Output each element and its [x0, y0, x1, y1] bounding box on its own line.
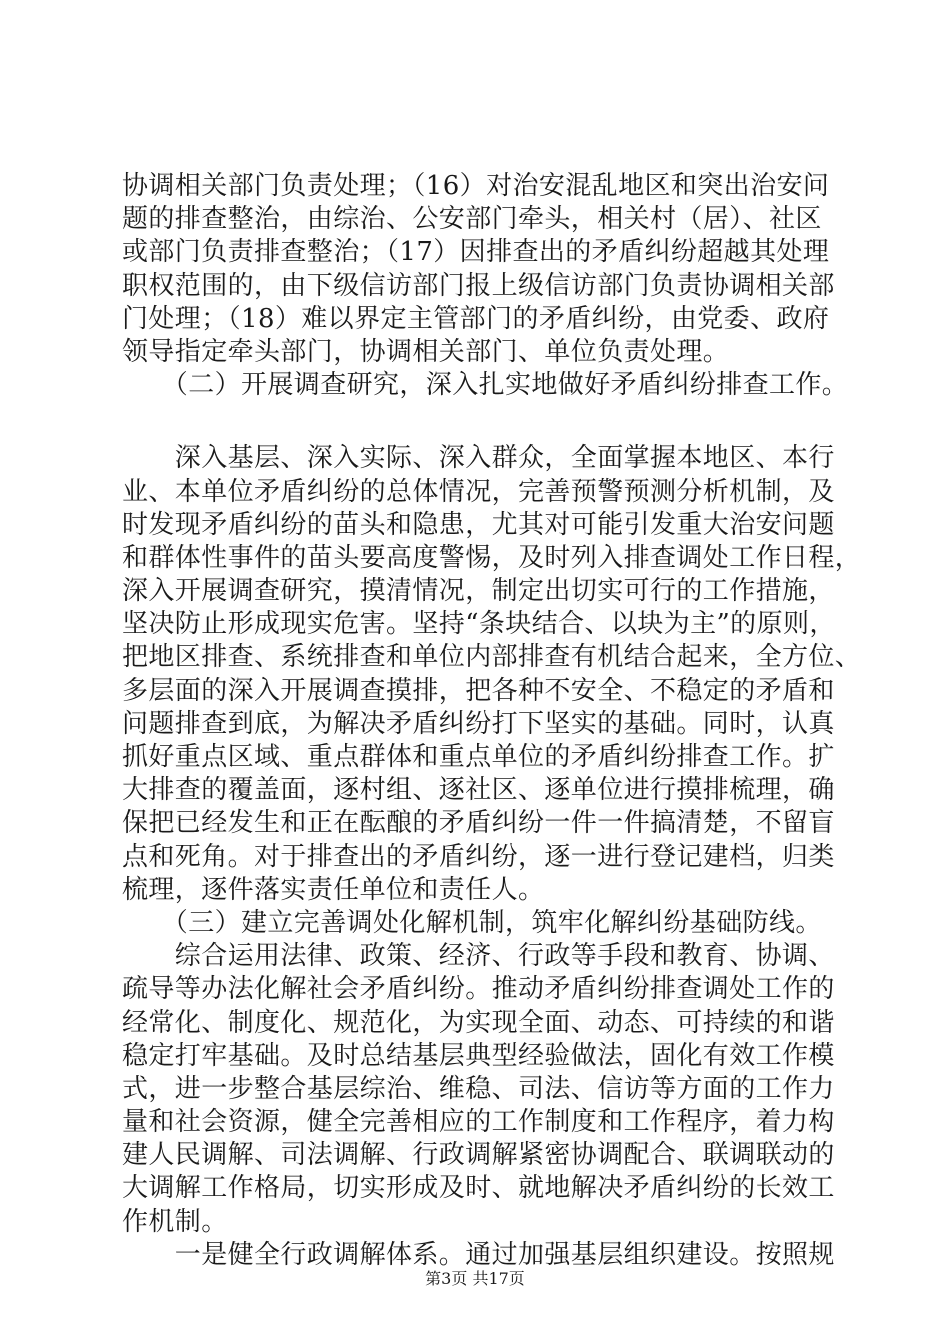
text-line: 抓好重点区域、重点群体和重点单位的矛盾纠纷排查工作。扩: [122, 742, 835, 772]
text-line: 稳定打牢基础。及时总结基层典型经验做法，固化有效工作模: [122, 1040, 835, 1071]
text-line: 点和死角。对于排查出的矛盾纠纷，逐一进行登记建档，归类: [122, 841, 835, 872]
text-line: 大排查的覆盖面，逐村组、逐社区、逐单位进行摸排梳理，确: [122, 775, 835, 806]
text-line: 职权范围的，由下级信访部门报上级信访部门负责协调相关部: [122, 270, 835, 301]
text-line: 综合运用法律、政策、经济、行政等手段和教育、协调、: [122, 941, 835, 972]
text-line: 时发现矛盾纠纷的苗头和隐患，尤其对可能引发重大治安问题: [122, 509, 835, 540]
text-line: 一是健全行政调解体系。通过加强基层组织建设。按照规: [122, 1239, 835, 1270]
text-line: 和群体性事件的苗头要高度警惕，及时列入排查调处工作日程，: [122, 542, 862, 573]
text-line: 门处理；（18）难以界定主管部门的矛盾纠纷，由党委、政府: [122, 303, 830, 334]
text-line: 或部门负责排查整治；（17）因排查出的矛盾纠纷超越其处理: [122, 237, 830, 268]
text-line: 把地区排查、系统排查和单位内部排查有机结合起来，全方位、: [122, 642, 862, 673]
text-line: 问题排查到底，为解决矛盾纠纷打下坚实的基础。同时，认真: [122, 708, 835, 739]
text-line: 领导指定牵头部门，协调相关部门、单位负责处理。: [122, 336, 730, 367]
text-line: 题的排查整治，由综治、公安部门牵头，相关村（居）、社区: [122, 204, 822, 235]
text-line: 保把已经发生和正在酝酿的矛盾纠纷一件一件搞清楚，不留盲: [122, 808, 835, 839]
text-line: 式，进一步整合基层综治、维稳、司法、信访等方面的工作力: [122, 1073, 835, 1104]
text-line: 建人民调解、司法调解、行政调解紧密协调配合、联调联动的: [122, 1140, 835, 1171]
text-line: 量和社会资源，健全完善相应的工作制度和工作程序，着力构: [122, 1107, 835, 1138]
text-line: 作机制。: [122, 1206, 228, 1237]
document-body: [122, 170, 862, 1272]
text-line: 大调解工作格局，切实形成及时、就地解决矛盾纠纷的长效工: [122, 1173, 835, 1204]
text-line: 协调相关部门负责处理；（16）对治安混乱地区和突出治安问: [122, 171, 830, 201]
paragraph-gap: [122, 402, 842, 442]
page-number-footer: 第3页 共17页: [425, 1269, 525, 1288]
text-line: 经常化、制度化、规范化，为实现全面、动态、可持续的和谐: [122, 1007, 835, 1038]
section-heading: （二）开展调查研究，深入扎实地做好矛盾纠纷排查工作。: [122, 370, 849, 401]
text-line: 深入基层、深入实际、深入群众，全面掌握本地区、本行: [122, 443, 835, 474]
text-line: 深入开展调查研究，摸清情况，制定出切实可行的工作措施，: [122, 576, 835, 607]
section-heading: （三）建立完善调处化解机制，筑牢化解纠纷基础防线。: [122, 907, 822, 938]
text-line: 坚决防止形成现实危害。坚持“条块结合、以块为主”的原则，: [122, 609, 836, 640]
text-line: 多层面的深入开展调查摸排，把各种不安全、不稳定的矛盾和: [122, 675, 835, 706]
text-line: 疏导等办法化解社会矛盾纠纷。推动矛盾纠纷排查调处工作的: [122, 974, 835, 1005]
text-line: 业、本单位矛盾纠纷的总体情况，完善预警预测分析机制，及: [122, 476, 835, 507]
text-line: 梳理，逐件落实责任单位和责任人。: [122, 874, 545, 905]
